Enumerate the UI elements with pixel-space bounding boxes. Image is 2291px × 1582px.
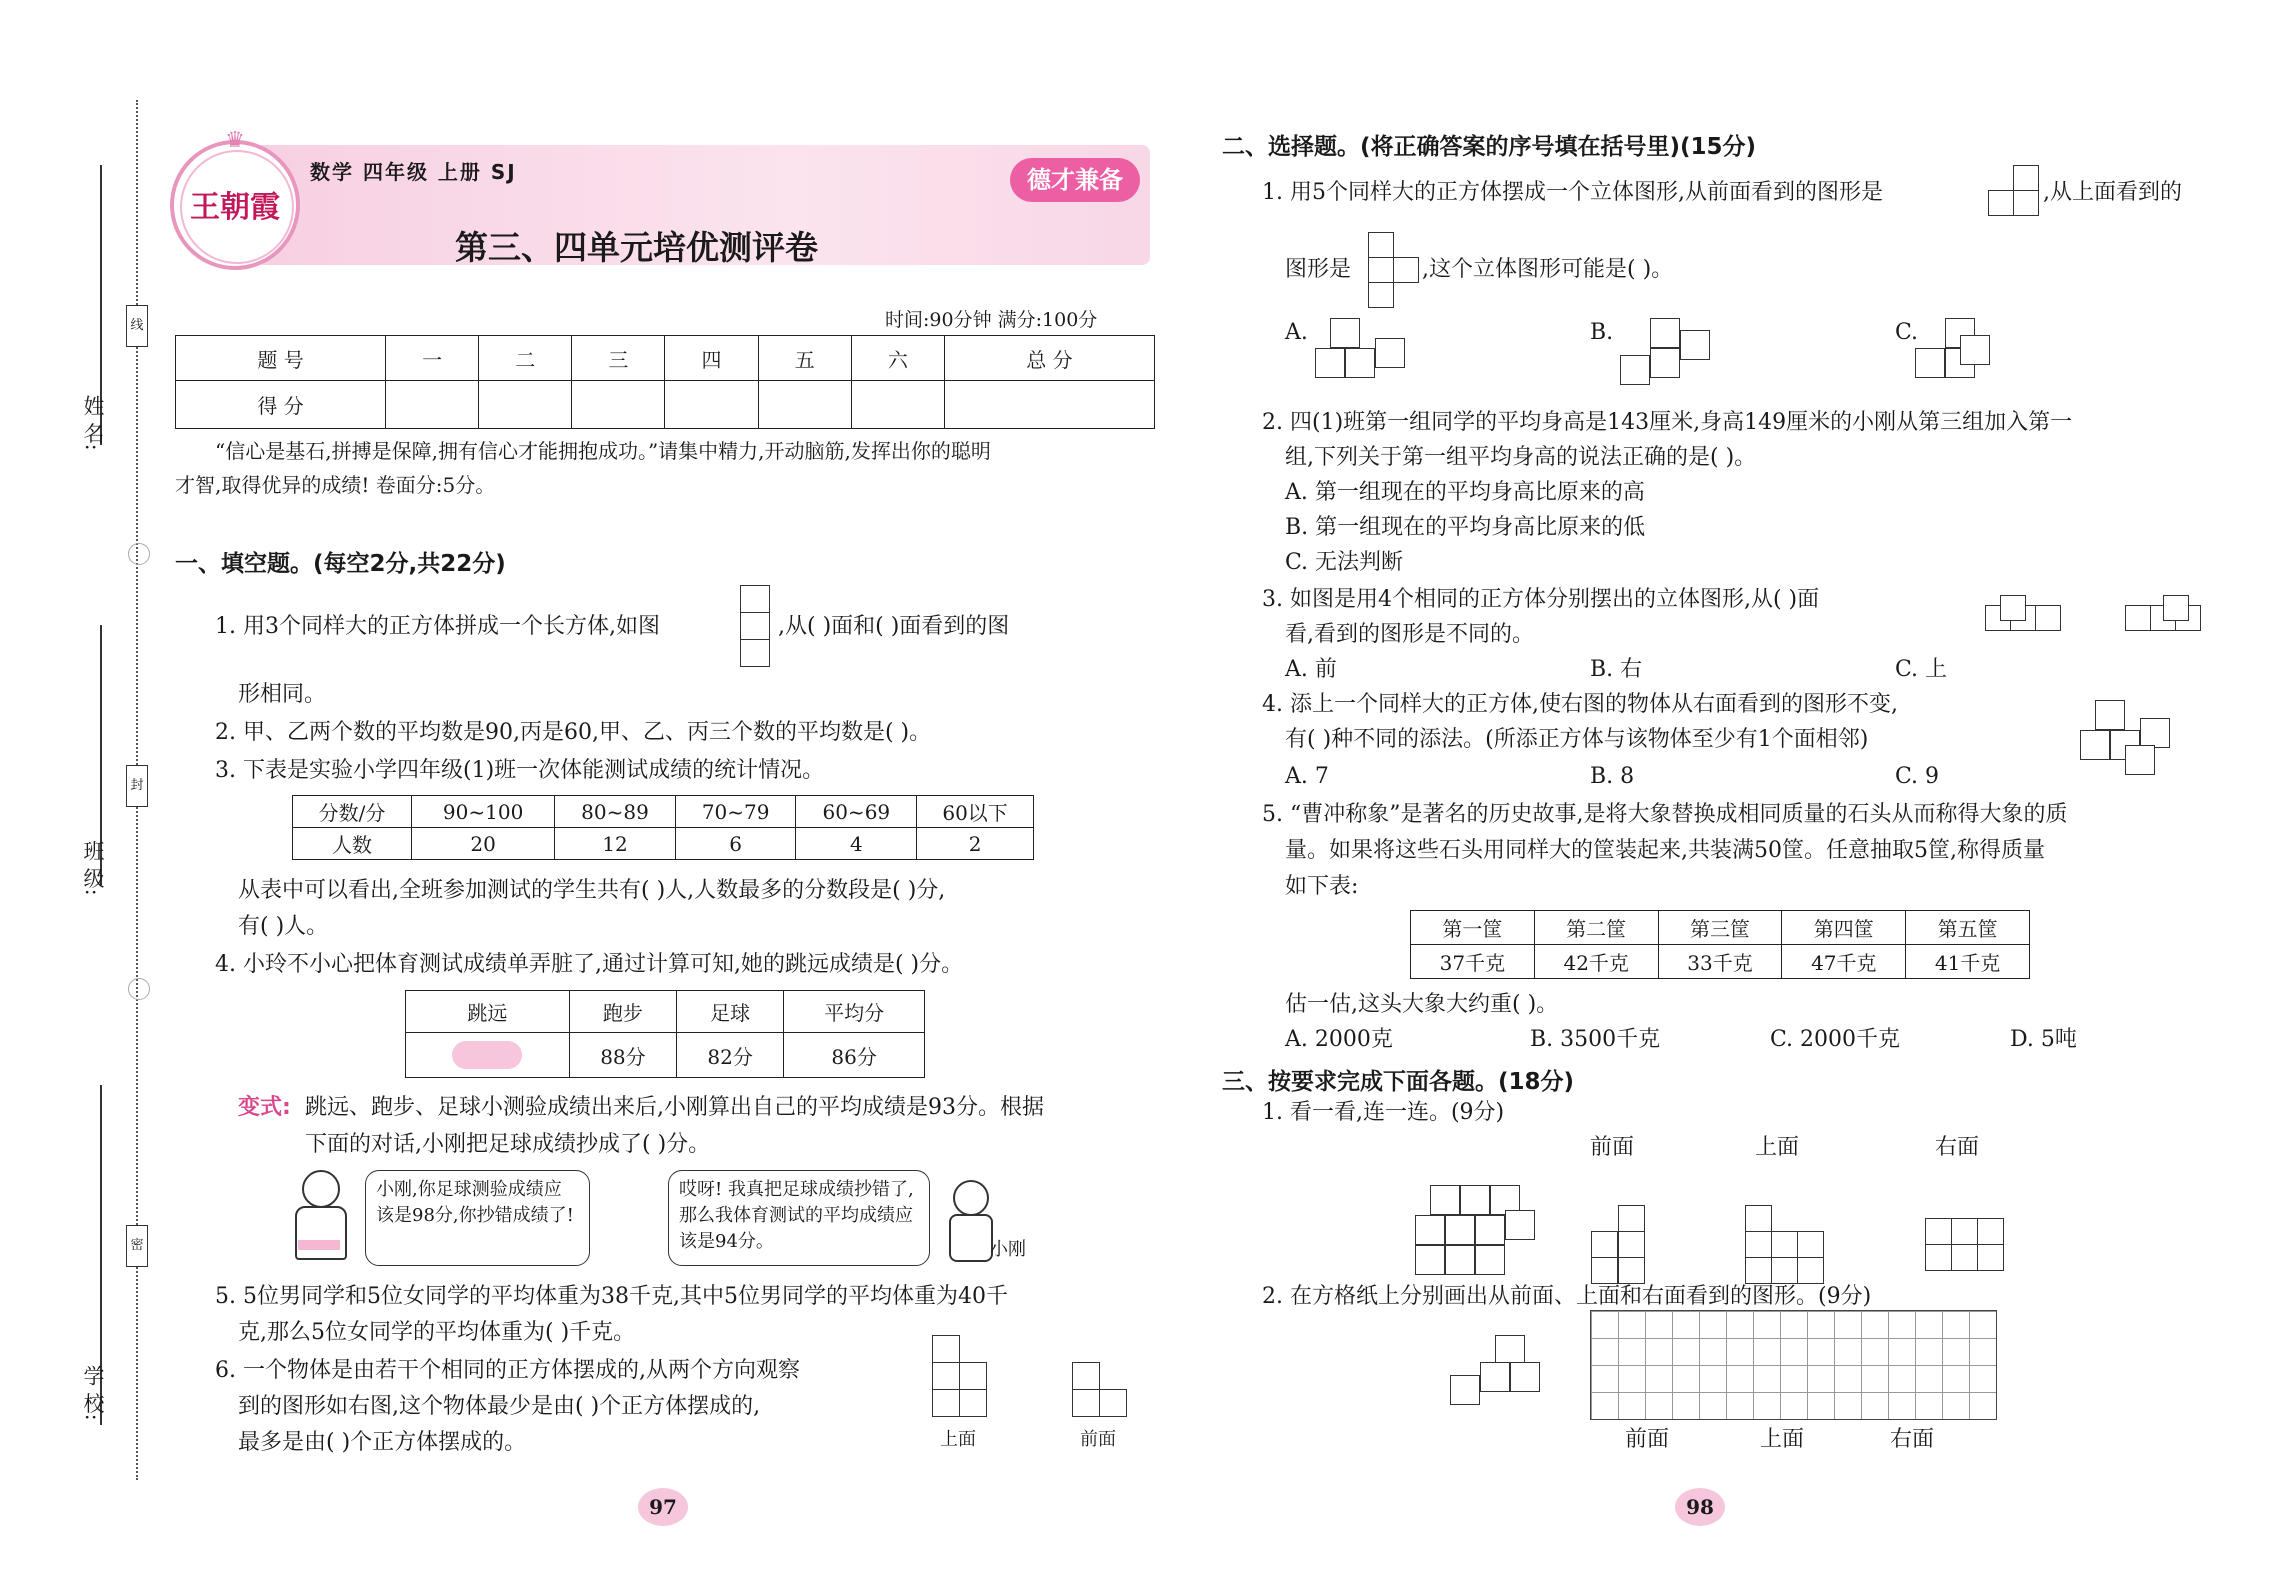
smudge-blot (452, 1041, 522, 1069)
brand-logo (170, 140, 300, 270)
front-view-square (2013, 190, 2039, 216)
s2-q2-option-c[interactable]: C. 无法判断 (1285, 550, 1404, 575)
q3-header: 60以下 (917, 796, 1034, 828)
s3-q2-text: 2. 在方格纸上分别画出从前面、上面和右面看到的图形。(9分) (1262, 1284, 1872, 1309)
view-square (1951, 1244, 1978, 1271)
cube-stack-icon (740, 585, 770, 613)
q5-text-b: 克,那么5位女同学的平均体重为( )千克。 (238, 1320, 636, 1345)
q3-header: 70~79 (675, 796, 796, 828)
badge: 德才兼备 (1010, 158, 1140, 202)
s3-q1-text: 1. 看一看,连一连。(9分) (1262, 1100, 1505, 1125)
top-view-square (932, 1389, 960, 1417)
q5-cell: 37千克 (1411, 945, 1535, 979)
page-number-right: 98 (1675, 1488, 1725, 1526)
s2-q5-text-a: 5. “曹冲称象”是著名的历史故事,是将大象替换成相同质量的石头从而称得大象的质 (1262, 802, 2068, 827)
q3-header: 90~100 (412, 796, 555, 828)
top-view-square (1368, 232, 1394, 258)
s2-q5-option-a[interactable]: A. 2000克 (1285, 1027, 1393, 1052)
cube-icon (1460, 1185, 1490, 1215)
cube-icon (1650, 348, 1680, 378)
q4-table (405, 990, 925, 1078)
score-input[interactable] (944, 381, 1154, 429)
cube-icon (1445, 1215, 1475, 1245)
q3-header: 分数/分 (293, 796, 412, 828)
score-cell: 总 分 (944, 336, 1154, 381)
q6-text-c: 最多是由( )个正方体摆成的。 (238, 1430, 527, 1455)
cube-stack-icon (740, 612, 770, 640)
view-square (1618, 1205, 1645, 1232)
s2-q4-text-a: 4. 添上一个同样大的正方体,使右图的物体从右面看到的图形不变, (1262, 692, 1898, 717)
q3-text-a: 从表中可以看出,全班参加测试的学生共有( )人,人数最多的分数段是( )分, (238, 878, 946, 903)
front-view-square (1099, 1389, 1127, 1417)
cube-icon (1345, 348, 1375, 378)
cube-icon (1620, 355, 1650, 385)
cube-icon (1415, 1245, 1445, 1275)
crown-icon: ♛ (225, 128, 245, 153)
section-1-title: 一、填空题。(每空2分,共22分) (175, 551, 506, 577)
cube-icon (2125, 745, 2155, 775)
q4-header: 平均分 (784, 991, 925, 1033)
front-view-square (1072, 1362, 1100, 1390)
view-square (1977, 1218, 2004, 1245)
cube-icon (1960, 335, 1990, 365)
score-input[interactable] (386, 381, 479, 429)
q5-table (1410, 910, 2030, 979)
q6-text-b: 到的图形如右图,这个物体最少是由( )个正方体摆成的, (238, 1394, 761, 1419)
view-square (1745, 1231, 1772, 1258)
grid-label-front: 前面 (1625, 1427, 1670, 1452)
view-square (1951, 1218, 1978, 1245)
boy-label: 小刚 (990, 1239, 1026, 1260)
q5-text-a: 5. 5位男同学和5位女同学的平均体重为38千克,其中5位男同学的平均体重为40千 (215, 1284, 1008, 1309)
q4-text: 4. 小玲不小心把体育测试成绩单弄脏了,通过计算可知,她的跳远成绩是( )分。 (215, 952, 964, 977)
brand-name: 王朝霞 (190, 190, 280, 225)
score-table (175, 335, 1155, 429)
punch-hole-icon (128, 543, 150, 565)
q5-header: 第二筐 (1534, 911, 1658, 945)
cube-icon (1475, 1215, 1505, 1245)
cube-icon (1430, 1185, 1460, 1215)
s2-q3-option-b[interactable]: B. 右 (1590, 657, 1643, 682)
grid-label-right: 右面 (1890, 1427, 1935, 1452)
cube-icon (2000, 595, 2026, 621)
q5-header: 第一筐 (1411, 911, 1535, 945)
score-input[interactable] (665, 381, 758, 429)
section-2-title: 二、选择题。(将正确答案的序号填在括号里)(15分) (1222, 134, 1757, 160)
score-input[interactable] (758, 381, 851, 429)
score-cell: 六 (851, 336, 944, 381)
s2-q1-option-c[interactable]: C. (1895, 320, 1919, 345)
score-cell: 四 (665, 336, 758, 381)
view-square (1745, 1205, 1772, 1232)
s3-view-front: 前面 (1590, 1135, 1635, 1160)
s2-q4-text-b: 有( )种不同的添法。(所添正方体与该物体至少有1个面相邻) (1285, 727, 1869, 752)
speech-bubble-2: 哎呀! 我真把足球成绩抄错了,那么我体育测试的平均成绩应该是94分。 (668, 1170, 930, 1266)
q1-text-a: 1. 用3个同样大的正方体拼成一个长方体,如图 (215, 614, 660, 639)
s2-q1-text-b: ,从上面看到的 (2043, 180, 2182, 205)
q5-header: 第五筐 (1906, 911, 2030, 945)
section-3-title: 三、按要求完成下面各题。(18分) (1222, 1069, 1575, 1095)
q3-cell: 6 (675, 828, 796, 860)
score-cell: 五 (758, 336, 851, 381)
view-square (1797, 1257, 1824, 1284)
s2-q5-option-b[interactable]: B. 3500千克 (1530, 1027, 1661, 1052)
cube-icon (1680, 330, 1710, 360)
punch-hole-icon (128, 978, 150, 1000)
s2-q1-option-b[interactable]: B. (1590, 320, 1614, 345)
q3-cell: 12 (555, 828, 676, 860)
cube-icon (1415, 1215, 1445, 1245)
top-view-square (959, 1389, 987, 1417)
s2-q1-text-a: 1. 用5个同样大的正方体摆成一个立体图形,从前面看到的图形是 (1262, 180, 1883, 205)
cube-icon (2095, 700, 2125, 730)
grid-paper[interactable] (1590, 1310, 1997, 1420)
view-square (1745, 1257, 1772, 1284)
view-square (1771, 1257, 1798, 1284)
q4-header: 跳远 (406, 991, 570, 1033)
view-square (1618, 1257, 1645, 1284)
s2-q5-text-b: 量。如果将这些石头用同样大的筐装起来,共装满50筐。任意抽取5筐,称得质量 (1285, 838, 2045, 863)
cube-icon (2080, 730, 2110, 760)
view-square (1925, 1244, 1952, 1271)
q6-top-label: 上面 (940, 1429, 976, 1450)
s2-q2-text-a: 2. 四(1)班第一组同学的平均身高是143厘米,身高149厘米的小刚从第三组加入第一 (1262, 410, 2073, 435)
s2-q1-option-a[interactable]: A. (1285, 320, 1308, 345)
q4-header: 足球 (677, 991, 784, 1033)
cube-icon (1480, 1362, 1510, 1392)
top-view-square (932, 1362, 960, 1390)
cube-icon (1495, 1335, 1525, 1365)
view-square (1591, 1257, 1618, 1284)
q3-header: 80~89 (555, 796, 676, 828)
q3-cell: 2 (917, 828, 1034, 860)
s2-q5-option-c[interactable]: C. 2000千克 (1770, 1027, 1901, 1052)
score-input[interactable] (572, 381, 665, 429)
q1-text-b: ,从( )面和( )面看到的图 (778, 614, 1010, 639)
cube-icon (1445, 1245, 1475, 1275)
q3-cell: 4 (796, 828, 917, 860)
cube-icon (1510, 1362, 1540, 1392)
top-view-square (959, 1362, 987, 1390)
q5-header: 第四筐 (1782, 911, 1906, 945)
top-view-square (1368, 257, 1394, 283)
s2-q5-text-d: 估一估,这头大象大约重( )。 (1285, 992, 1559, 1017)
variant-label: 变式: (238, 1095, 291, 1120)
cube-icon (1475, 1245, 1505, 1275)
q1-text-c: 形相同。 (238, 682, 327, 707)
intro-line-1: “信心是基石,拼搏是保障,拥有信心才能拥抱成功。”请集中精力,开动脑筋,发挥出你的聪明 (215, 439, 991, 463)
cube-icon (2163, 595, 2189, 621)
teacher-figure-icon (290, 1170, 350, 1270)
cube-icon (1915, 348, 1945, 378)
cube-icon (1375, 338, 1405, 368)
cube-icon (2140, 718, 2170, 748)
view-square (1618, 1231, 1645, 1258)
page-title: 第三、四单元培优测评卷 (455, 228, 818, 267)
q5-cell: 33千克 (1658, 945, 1782, 979)
s3-view-top: 上面 (1755, 1135, 1800, 1160)
boy-figure-icon (945, 1180, 995, 1265)
q5-cell: 42千克 (1534, 945, 1658, 979)
front-view-square (1072, 1389, 1100, 1417)
cube-icon (2035, 605, 2061, 631)
q3-text-b: 有( )人。 (238, 914, 329, 939)
cube-icon (2125, 605, 2151, 631)
s3-view-right: 右面 (1935, 1135, 1980, 1160)
school-label: 学 校: (81, 1365, 105, 1421)
q4-cell: 86分 (784, 1033, 925, 1078)
s2-q3-text-b: 看,看到的图形是不同的。 (1285, 622, 1534, 647)
view-square (1925, 1218, 1952, 1245)
q3-table (292, 795, 1034, 860)
s2-q2-option-a[interactable]: A. 第一组现在的平均身高比原来的高 (1285, 480, 1645, 505)
view-square (1591, 1231, 1618, 1258)
score-cell: 一 (386, 336, 479, 381)
front-view-square (1988, 190, 2014, 216)
q4-cell: 88分 (569, 1033, 676, 1078)
view-square (1977, 1244, 2004, 1271)
q3-cell: 20 (412, 828, 555, 860)
cube-icon (1650, 318, 1680, 348)
intro-line-2: 才智,取得优异的成绩! 卷面分:5分。 (175, 473, 496, 497)
top-view-square (1368, 282, 1394, 308)
top-view-square (932, 1335, 960, 1363)
q2-text: 2. 甲、乙两个数的平均数是90,丙是60,甲、乙、丙三个数的平均数是( )。 (215, 720, 932, 745)
front-view-square (2013, 165, 2039, 191)
q3-header: 60~69 (796, 796, 917, 828)
s2-q4-option-b[interactable]: B. 8 (1590, 764, 1635, 789)
score-cell: 二 (479, 336, 572, 381)
score-label: 得 分 (176, 381, 386, 429)
s2-q3-text-a: 3. 如图是用4个相同的正方体分别摆出的立体图形,从( )面 (1262, 587, 1820, 612)
q6-text-a: 6. 一个物体是由若干个相同的正方体摆成的,从两个方向观察 (215, 1358, 800, 1383)
seal-box-seal: 封 (126, 765, 148, 807)
s2-q4-option-a[interactable]: A. 7 (1285, 764, 1329, 789)
score-input[interactable] (851, 381, 944, 429)
score-cell: 题 号 (176, 336, 386, 381)
seal-box-line: 线 (126, 305, 148, 347)
s2-q3-option-c[interactable]: C. 上 (1895, 657, 1948, 682)
cube-icon (1315, 348, 1345, 378)
variant-text-a: 跳远、跑步、足球小测验成绩出来后,小刚算出自己的平均成绩是93分。根据 (305, 1095, 1044, 1120)
cube-icon (1505, 1210, 1535, 1240)
class-label: 班 级: (81, 840, 105, 896)
variant-text-b: 下面的对话,小刚把足球成绩抄成了( )分。 (305, 1132, 711, 1157)
name-label: 姓 名: (81, 395, 105, 451)
s2-q1-text-c: 图形是 (1285, 257, 1352, 282)
q5-cell: 47千克 (1782, 945, 1906, 979)
view-square (1797, 1231, 1824, 1258)
q5-cell: 41千克 (1906, 945, 2030, 979)
q3-cell: 人数 (293, 828, 412, 860)
top-view-square (1393, 257, 1419, 283)
score-input[interactable] (479, 381, 572, 429)
grid-label-top: 上面 (1760, 1427, 1805, 1452)
page-number-left: 97 (638, 1488, 688, 1526)
cube-icon (1450, 1375, 1480, 1405)
s2-q2-option-b[interactable]: B. 第一组现在的平均身高比原来的低 (1285, 515, 1646, 540)
s2-q2-text-b: 组,下列关于第一组平均身高的说法正确的是( )。 (1285, 445, 1757, 470)
s2-q1-text-d: ,这个立体图形可能是( )。 (1422, 257, 1674, 282)
s2-q5-option-d[interactable]: D. 5吨 (2010, 1027, 2077, 1052)
q5-header: 第三筐 (1658, 911, 1782, 945)
q4-header: 跑步 (569, 991, 676, 1033)
score-cell: 三 (572, 336, 665, 381)
smudge-cell (406, 1033, 570, 1078)
subject-line: 数学 四年级 上册 SJ (310, 160, 517, 184)
view-square (1771, 1231, 1798, 1258)
q3-text: 3. 下表是实验小学四年级(1)班一次体能测试成绩的统计情况。 (215, 758, 825, 783)
q4-cell: 82分 (677, 1033, 784, 1078)
s2-q3-option-a[interactable]: A. 前 (1285, 657, 1337, 682)
cube-stack-icon (740, 639, 770, 667)
seal-box-secret: 密 (126, 1225, 148, 1267)
speech-bubble-1: 小刚,你足球测验成绩应该是98分,你抄错成绩了! (365, 1170, 590, 1266)
time-info: 时间:90分钟 满分:100分 (885, 309, 1098, 331)
q6-front-label: 前面 (1080, 1429, 1116, 1450)
s2-q4-option-c[interactable]: C. 9 (1895, 764, 1940, 789)
cube-icon (1330, 318, 1360, 348)
s2-q5-text-c: 如下表: (1285, 874, 1359, 899)
